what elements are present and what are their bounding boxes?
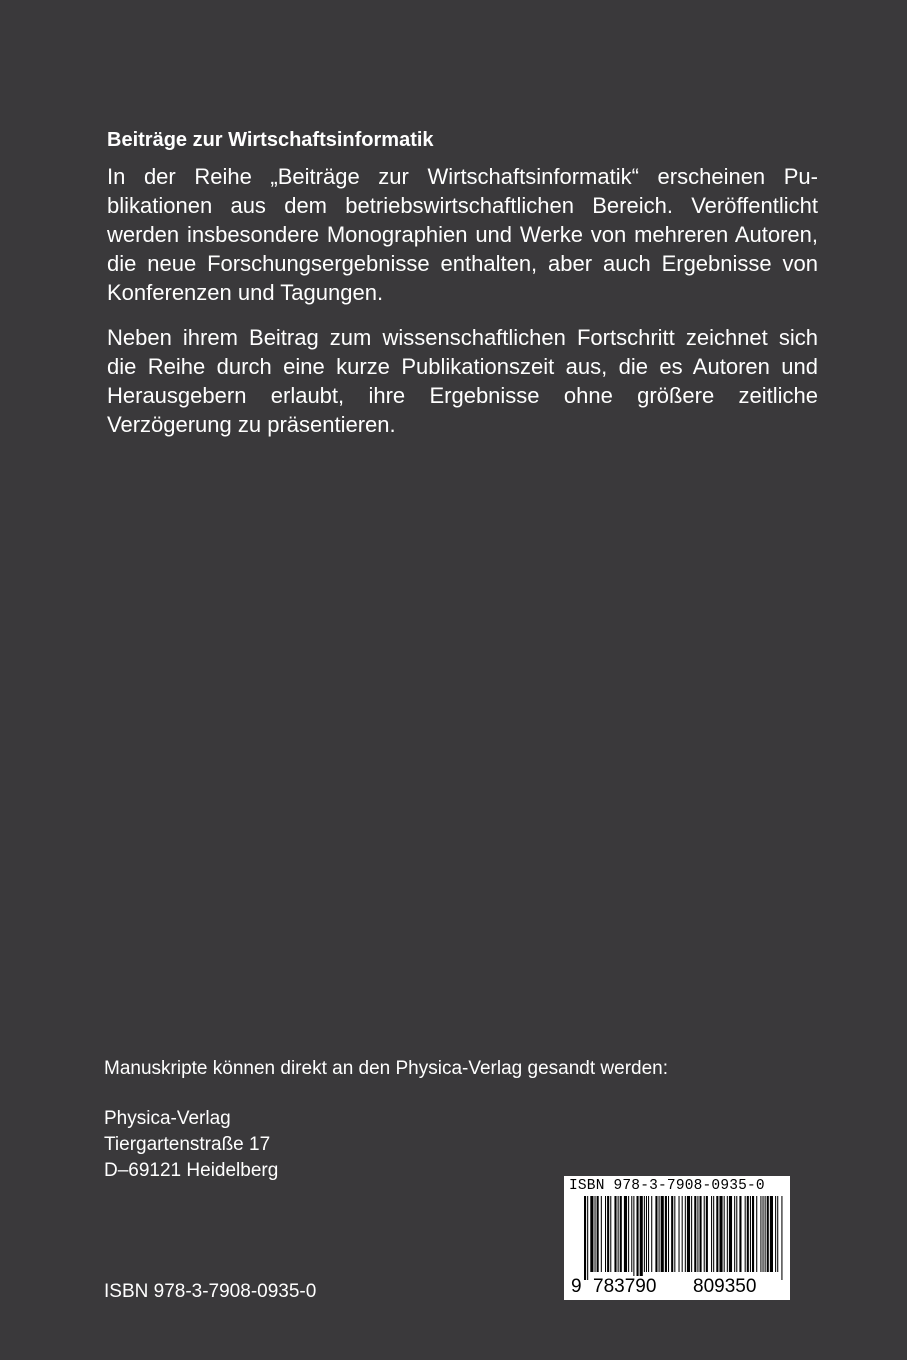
barcode-bar (765, 1196, 766, 1272)
address-line: Tiergartenstraße 17 (104, 1134, 271, 1155)
barcode-bar (729, 1196, 732, 1272)
barcode-bar (659, 1196, 660, 1272)
series-paragraph-1: In der Reihe „Beiträge zur Wirtschaftsinformatik“ erscheinen Publikationen aus dem betriebswirtschaftlichen Bereich. Veröffentlicht werden insbesondere Monographien und Werke von mehreren Autoren, die neue Forschungsergebnisse enthalten, aber auch Ergebnisse von Konferenzen und Tagungen. (107, 164, 818, 305)
barcode-bar (727, 1196, 728, 1272)
barcode-bar (724, 1196, 725, 1272)
barcode-bar (605, 1196, 606, 1272)
barcode-bar (607, 1196, 609, 1272)
barcode-bar (763, 1196, 764, 1272)
barcode-bar (668, 1196, 669, 1272)
barcode-bar (711, 1196, 712, 1272)
barcode-digit-prefix: 9 (571, 1276, 582, 1297)
barcode-bar (745, 1196, 746, 1272)
barcode-bar (631, 1196, 632, 1272)
barcode-bar (767, 1196, 769, 1272)
barcode-bar (648, 1196, 649, 1272)
barcode-bar (633, 1196, 634, 1280)
barcode-bar (685, 1196, 686, 1272)
barcode-bar (601, 1196, 602, 1272)
barcode-bar (713, 1196, 714, 1272)
barcode-bar (651, 1196, 652, 1272)
barcode-bar (614, 1196, 616, 1272)
barcode-bar (700, 1196, 702, 1272)
series-title: Beiträge zur Wirtschaftsinformatik (107, 129, 434, 151)
address-line: D–69121 Heidelberg (104, 1160, 279, 1181)
barcode-bar (706, 1196, 708, 1272)
barcode-bar (777, 1196, 778, 1272)
barcode-bar (682, 1196, 683, 1272)
barcode-bar (587, 1196, 588, 1280)
barcode-bar (597, 1196, 599, 1272)
barcode-bar (734, 1196, 735, 1272)
barcode-bar (644, 1196, 645, 1272)
series-description (107, 124, 818, 455)
barcode-bar (679, 1196, 680, 1272)
barcode-bar (691, 1196, 692, 1272)
barcode-bar (719, 1196, 722, 1272)
barcode-bar (671, 1196, 673, 1272)
barcode-bar (750, 1196, 751, 1272)
barcode-bar (584, 1196, 586, 1280)
barcode-isbn-label: ISBN 978-3-7908-0935-0 (569, 1178, 765, 1194)
barcode-digit-group-right: 809350 (693, 1276, 757, 1297)
barcode-bar (716, 1196, 718, 1272)
barcode-bar (620, 1196, 622, 1272)
barcode-bar (655, 1196, 657, 1272)
isbn-text: ISBN 978-3-7908-0935-0 (104, 1281, 317, 1302)
publisher-address (104, 1106, 424, 1184)
barcode-bar (665, 1196, 667, 1272)
barcode-bar (687, 1196, 690, 1272)
barcode-bar (752, 1196, 754, 1272)
series-paragraph-2: Neben ihrem Beitrag zum wissenschaftlichen Fortschritt zeichnet sich die Reihe durch eine kurze Publikationszeit aus, die es Autoren und Herausgebern erlaubt, ihre Ergebnisse ohne größere zeitliche Verzögerung zu präsentieren. (107, 325, 818, 437)
barcode-bar (781, 1196, 782, 1280)
barcode-bar (590, 1196, 593, 1272)
barcode-bars (564, 1196, 790, 1280)
barcode-bar (661, 1196, 664, 1272)
address-line: Physica-Verlag (104, 1108, 231, 1129)
barcode-bar (704, 1196, 705, 1272)
barcode-digit-group-left: 783790 (593, 1276, 657, 1297)
isbn-barcode (564, 1176, 790, 1300)
barcode-bar (697, 1196, 698, 1272)
barcode-bar (646, 1196, 647, 1272)
barcode-bar (637, 1196, 639, 1280)
barcode-bar (628, 1196, 629, 1272)
barcode-bar (674, 1196, 675, 1272)
barcode-bar (640, 1196, 643, 1280)
barcode-bar (747, 1196, 749, 1272)
submission-notice: Manuskripte können direkt an den Physica-Verlag gesandt werden: (104, 1058, 669, 1079)
barcode-bar (618, 1196, 619, 1272)
barcode-bar (756, 1196, 757, 1272)
barcode-bar (624, 1196, 627, 1272)
barcode-bar (739, 1196, 741, 1272)
barcode-bar (595, 1196, 596, 1272)
barcode-bar (760, 1196, 761, 1272)
barcode-bar (610, 1196, 611, 1272)
barcode-bar (694, 1196, 696, 1272)
barcode-bar (770, 1196, 773, 1272)
barcode-bar (736, 1196, 737, 1272)
barcode-bar (775, 1196, 776, 1272)
